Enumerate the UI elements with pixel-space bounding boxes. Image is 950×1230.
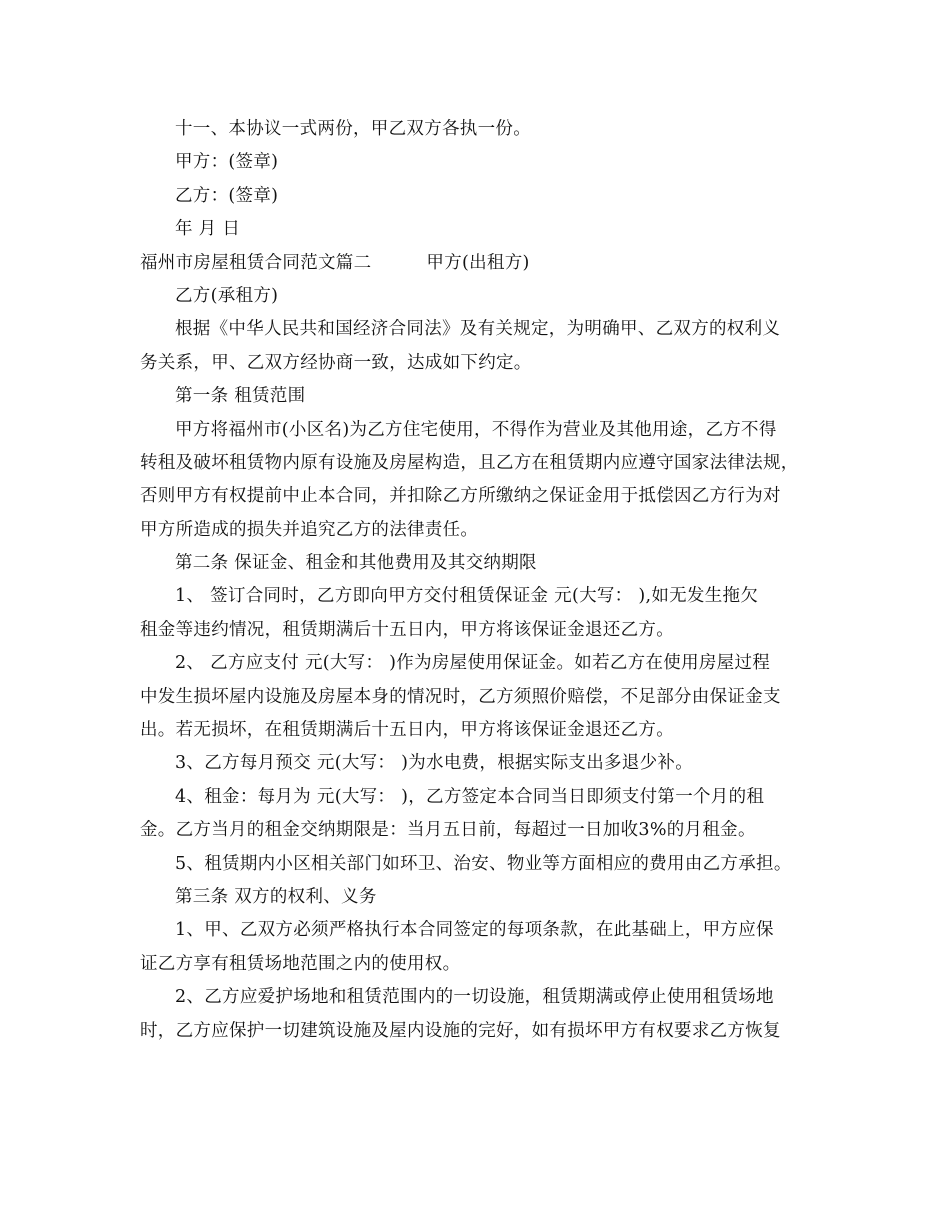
article-2-heading: 第二条 保证金、租金和其他费用及其交纳期限 xyxy=(175,553,537,574)
article-2-item-2-line: 2、 乙方应支付 元(大写： )作为房屋使用保证金。如若乙方在使用房屋过程 xyxy=(175,653,771,674)
clause-11-copies: 十一、本协议一式两份，甲乙双方各执一份。 xyxy=(175,119,531,139)
party-a-signature: 甲方：(签章) xyxy=(175,152,279,173)
article-1-line: 甲方将福州市(小区名)为乙方住宅使用，不得作为营业及其他用途，乙方不得 xyxy=(175,419,777,440)
article-1-line: 转租及破坏租赁物内原有设施及房屋构造，且乙方在租赁期内应遵守国家法律法规， xyxy=(140,452,799,473)
article-2-item-2-line: 中发生损坏屋内设施及房屋本身的情况时，乙方须照价赔偿，不足部分由保证金支 xyxy=(140,686,781,707)
article-2-item-4-line: 4、租金：每月为 元(大写： )，乙方签定本合同当日即须支付第一个月的租 xyxy=(175,786,765,807)
lessor-label: 甲方(出租方) xyxy=(426,252,530,273)
article-3-item-1-line: 证乙方享有租赁场地范围之内的使用权。 xyxy=(140,953,461,974)
preamble-line: 务关系，甲、乙双方经协商一致，达成如下约定。 xyxy=(140,352,532,373)
document-body xyxy=(140,113,816,1048)
article-3-item-2-line: 时，乙方应保护一切建筑设施及屋内设施的完好，如有损坏甲方有权要求乙方恢复 xyxy=(140,1020,781,1041)
signature-date: 年 月 日 xyxy=(175,219,241,240)
article-2-item-5-line: 5、租赁期内小区相关部门如环卫、治安、物业等方面相应的费用由乙方承担。 xyxy=(175,853,792,874)
lessee-label: 乙方(承租方) xyxy=(175,285,279,306)
contract-heading-line xyxy=(140,247,816,280)
article-1-line: 甲方所造成的损失并追究乙方的法律责任。 xyxy=(140,519,479,540)
article-1-line: 否则甲方有权提前中止本合同，并扣除乙方所缴纳之保证金用于抵偿因乙方行为对 xyxy=(140,486,781,507)
article-2-item-1-line: 1、 签订合同时，乙方即向甲方交付租赁保证金 元(大写： ),如无发生拖欠 xyxy=(175,586,759,607)
preamble-line: 根据《中华人民共和国经济合同法》及有关规定，为明确甲、乙双方的权利义 xyxy=(175,319,781,340)
article-2-item-2-line: 出。若无损坏，在租赁期满后十五日内，甲方将该保证金退还乙方。 xyxy=(140,720,674,741)
article-3-heading: 第三条 双方的权利、义务 xyxy=(175,886,377,907)
article-3-item-2-line: 2、乙方应爱护场地和租赁范围内的一切设施，租赁期满或停止使用租赁场地 xyxy=(175,987,774,1008)
contract-title: 福州市房屋租赁合同范文篇二 xyxy=(140,252,372,273)
article-3-item-1-line: 1、甲、乙双方必须严格执行本合同签定的每项条款，在此基础上，甲方应保 xyxy=(175,920,774,941)
article-2-item-3-line: 3、乙方每月预交 元(大写： )为水电费，根据实际支出多退少补。 xyxy=(175,753,694,774)
party-b-signature: 乙方：(签章) xyxy=(175,185,279,206)
article-1-heading: 第一条 租赁范围 xyxy=(175,386,306,407)
article-2-item-1-line: 租金等违约情况，租赁期满后十五日内，甲方将该保证金退还乙方。 xyxy=(140,619,674,640)
article-2-item-4-line: 金。乙方当月的租金交纳期限是：当月五日前，每超过一日加收3%的月租金。 xyxy=(140,820,756,841)
